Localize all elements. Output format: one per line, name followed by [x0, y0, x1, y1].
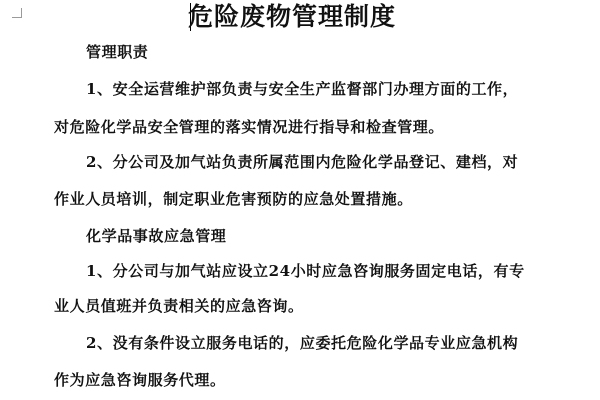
paragraph-line[interactable]: 2、没有条件设立服务电话的，应委托危险化学品专业应急机构 [86, 334, 519, 352]
paragraph-line[interactable]: 对危险化学品安全管理的落实情况进行指导和检查管理。 [54, 118, 445, 136]
document-title[interactable]: 危险废物管理制度 [188, 2, 397, 31]
section-heading-emergency-management[interactable]: 化学品事故应急管理 [86, 227, 227, 245]
paragraph-line[interactable]: 业人员值班并负责相关的应急咨询。 [54, 297, 304, 315]
paragraph-line[interactable]: 1、安全运营维护部负责与安全生产监督部门办理方面的工作， [86, 80, 519, 98]
paragraph-line[interactable]: 作为应急咨询服务代理。 [54, 371, 226, 389]
section-heading-management-duties[interactable]: 管理职责 [86, 43, 149, 61]
paragraph-line[interactable]: 2、分公司及加气站负责所属范围内危险化学品登记、建档，对 [86, 153, 519, 171]
paragraph-line[interactable]: 作业人员培训，制定职业危害预防的应急处置措施。 [54, 190, 413, 208]
page-margin-marker [12, 8, 22, 18]
paragraph-line[interactable]: 1、分公司与加气站应设立24小时应急咨询服务固定电话，有专 [86, 262, 525, 280]
